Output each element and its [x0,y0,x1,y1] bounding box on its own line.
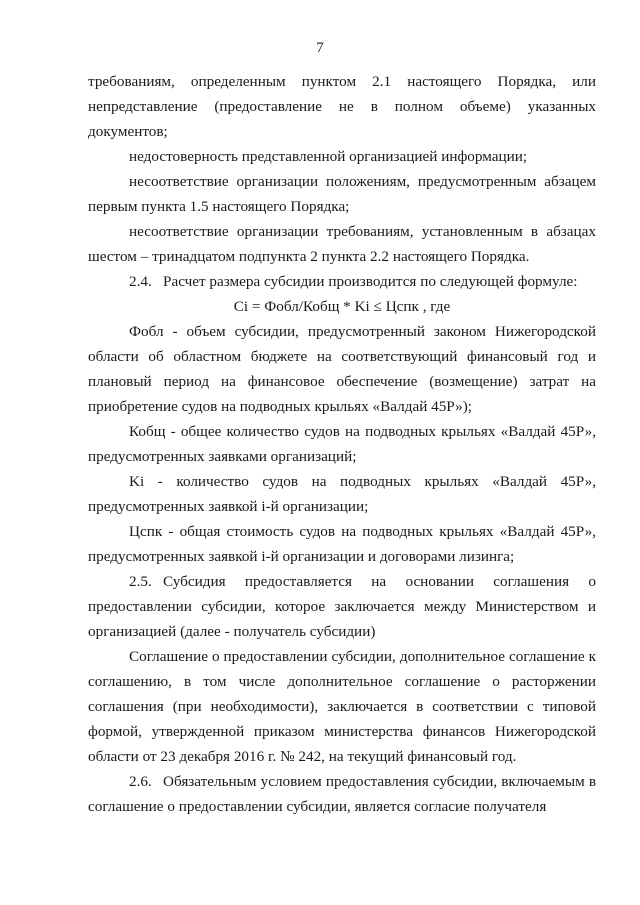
definition-ki: Ki - количество судов на подводных крыльях «Валдай 45Р», предусмотренных заявкой i-й организации; [88,473,596,515]
paragraph: требованиям, определенным пунктом 2.1 настоящего Порядка, или непредставление (предоставление не в полном объеме) указанных документов; [88,73,596,140]
paragraph-text: Субсидия предоставляется на основании соглашения о предоставлении субсидии, которое заключается между Министерством и организацией (далее - получатель субсидии) [88,573,596,640]
numbered-paragraph-2-6 [88,769,596,819]
definition-tsspk: Цспк - общая стоимость судов на подводных крыльях «Валдай 45Р», предусмотренных заявкой i-й организации и договорами лизинга; [88,523,596,565]
numbered-paragraph-2-4 [88,269,596,294]
numbered-paragraph-2-5 [88,569,596,644]
paragraph-text: Обязательным условием предоставления субсидии, включаемым в соглашение о предоставлении субсидии, является согласие получателя [88,773,596,815]
page-number: 7 [316,40,324,56]
paragraph: несоответствие организации положениям, предусмотренным абзацем первым пункта 1.5 настоящего Порядка; [88,173,596,215]
definition-kobsch: Кобщ - общее количество судов на подводных крыльях «Валдай 45Р», предусмотренных заявками организаций; [88,423,596,465]
document-body [88,69,596,819]
definition-fobl: Фобл - объем субсидии, предусмотренный законом Нижегородской области об областном бюджете на соответствующий финансовый год и плановый период на финансовое обеспечение (возмещение) затрат на приобретение судов на подводных крыльях «Валдай 45Р»); [88,323,596,415]
formula: Ci = Фобл/Кобщ * Ki ≤ Цспк , где [233,298,451,315]
paragraph-number: 2.6. [129,773,152,790]
paragraph: недостоверность представленной организацией информации; [129,148,528,165]
paragraph: Соглашение о предоставлении субсидии, дополнительное соглашение к соглашению, в том числе дополнительное соглашение о расторжении соглашения (при необходимости), заключается в соответствии с типовой формой, утвержденной приказом министерства финансов Нижегородской области от 23 декабря 2016 г. № 242, на текущий финансовый год. [88,648,596,765]
paragraph-text: Расчет размера субсидии производится по следующей формуле: [163,273,578,290]
paragraph-number: 2.4. [129,273,152,290]
paragraph-number: 2.5. [129,573,152,590]
paragraph: несоответствие организации требованиям, установленным в абзацах шестом – тринадцатом подпункта 2 пункта 2.2 настоящего Порядка. [88,223,596,265]
